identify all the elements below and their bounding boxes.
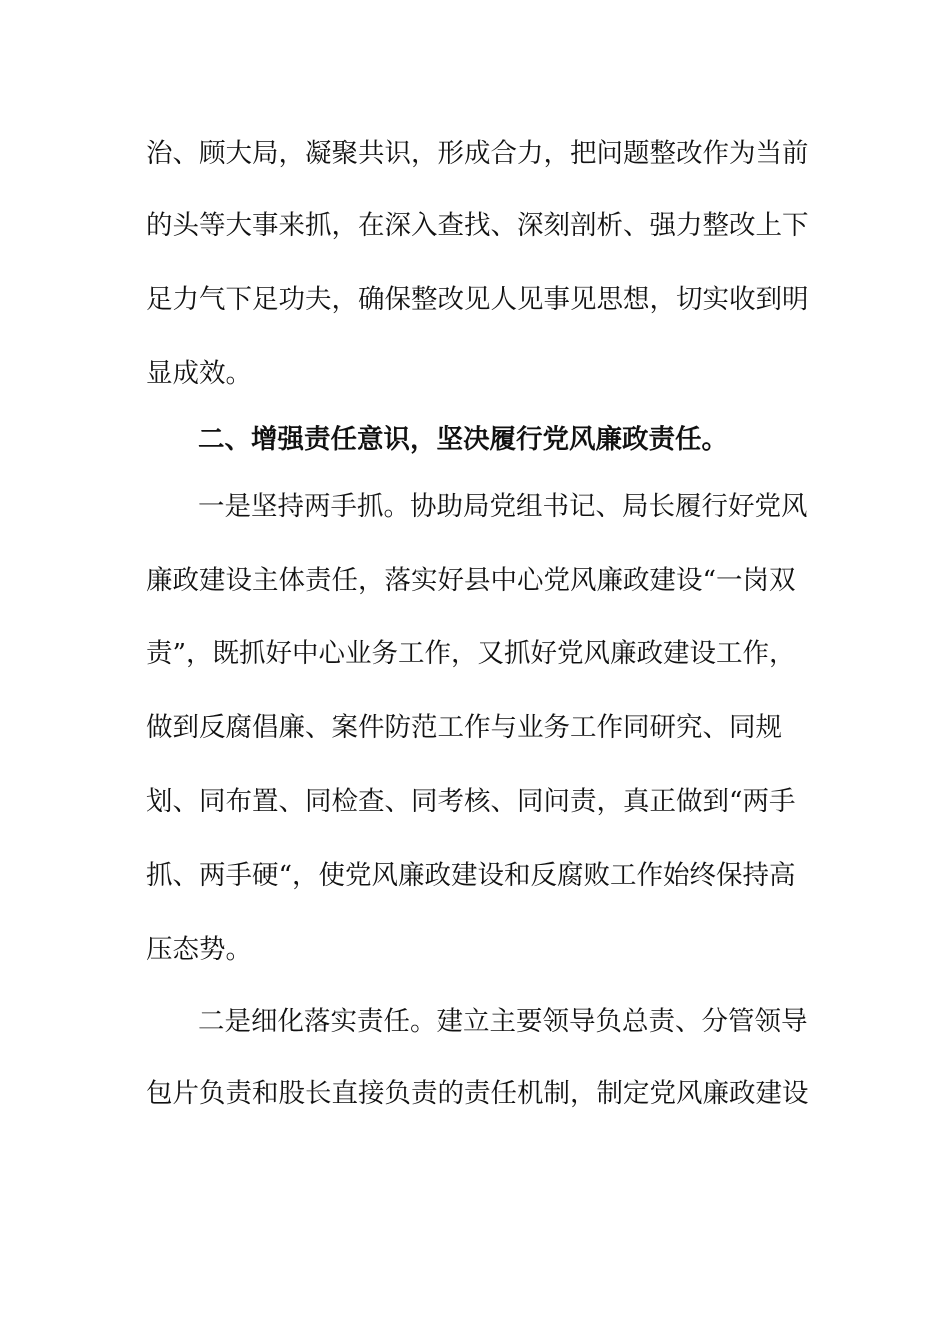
paragraph-line: 包片负责和股长直接负责的责任机制，制定党风廉政建设	[146, 1078, 809, 1109]
section-heading: 二、增强责任意识，坚决履行党风廉政责任。	[198, 424, 728, 455]
paragraph-line: 划、同布置、同检查、同考核、同问责，真正做到“两手	[146, 786, 796, 817]
paragraph-line: 责”，既抓好中心业务工作，又抓好党风廉政建设工作，	[146, 638, 796, 669]
paragraph-line: 一是坚持两手抓。协助局党组书记、局长履行好党风	[198, 491, 808, 522]
paragraph-line: 足力气下足功夫，确保整改见人见事见思想，切实收到明	[146, 284, 809, 315]
paragraph-line: 治、顾大局，凝聚共识，形成合力，把问题整改作为当前	[146, 138, 809, 169]
paragraph-line: 的头等大事来抓，在深入查找、深刻剖析、强力整改上下	[146, 210, 809, 241]
paragraph-line: 抓、两手硬“，使党风廉政建设和反腐败工作始终保持高	[146, 860, 796, 891]
paragraph-line: 二是细化落实责任。建立主要领导负总责、分管领导	[198, 1006, 808, 1037]
paragraph-line: 做到反腐倡廉、案件防范工作与业务工作同研究、同规	[146, 712, 782, 743]
paragraph-line: 压态势。	[146, 934, 252, 965]
paragraph-line: 廉政建设主体责任，落实好县中心党风廉政建设“一岗双	[146, 565, 796, 596]
paragraph-line: 显成效。	[146, 358, 252, 389]
